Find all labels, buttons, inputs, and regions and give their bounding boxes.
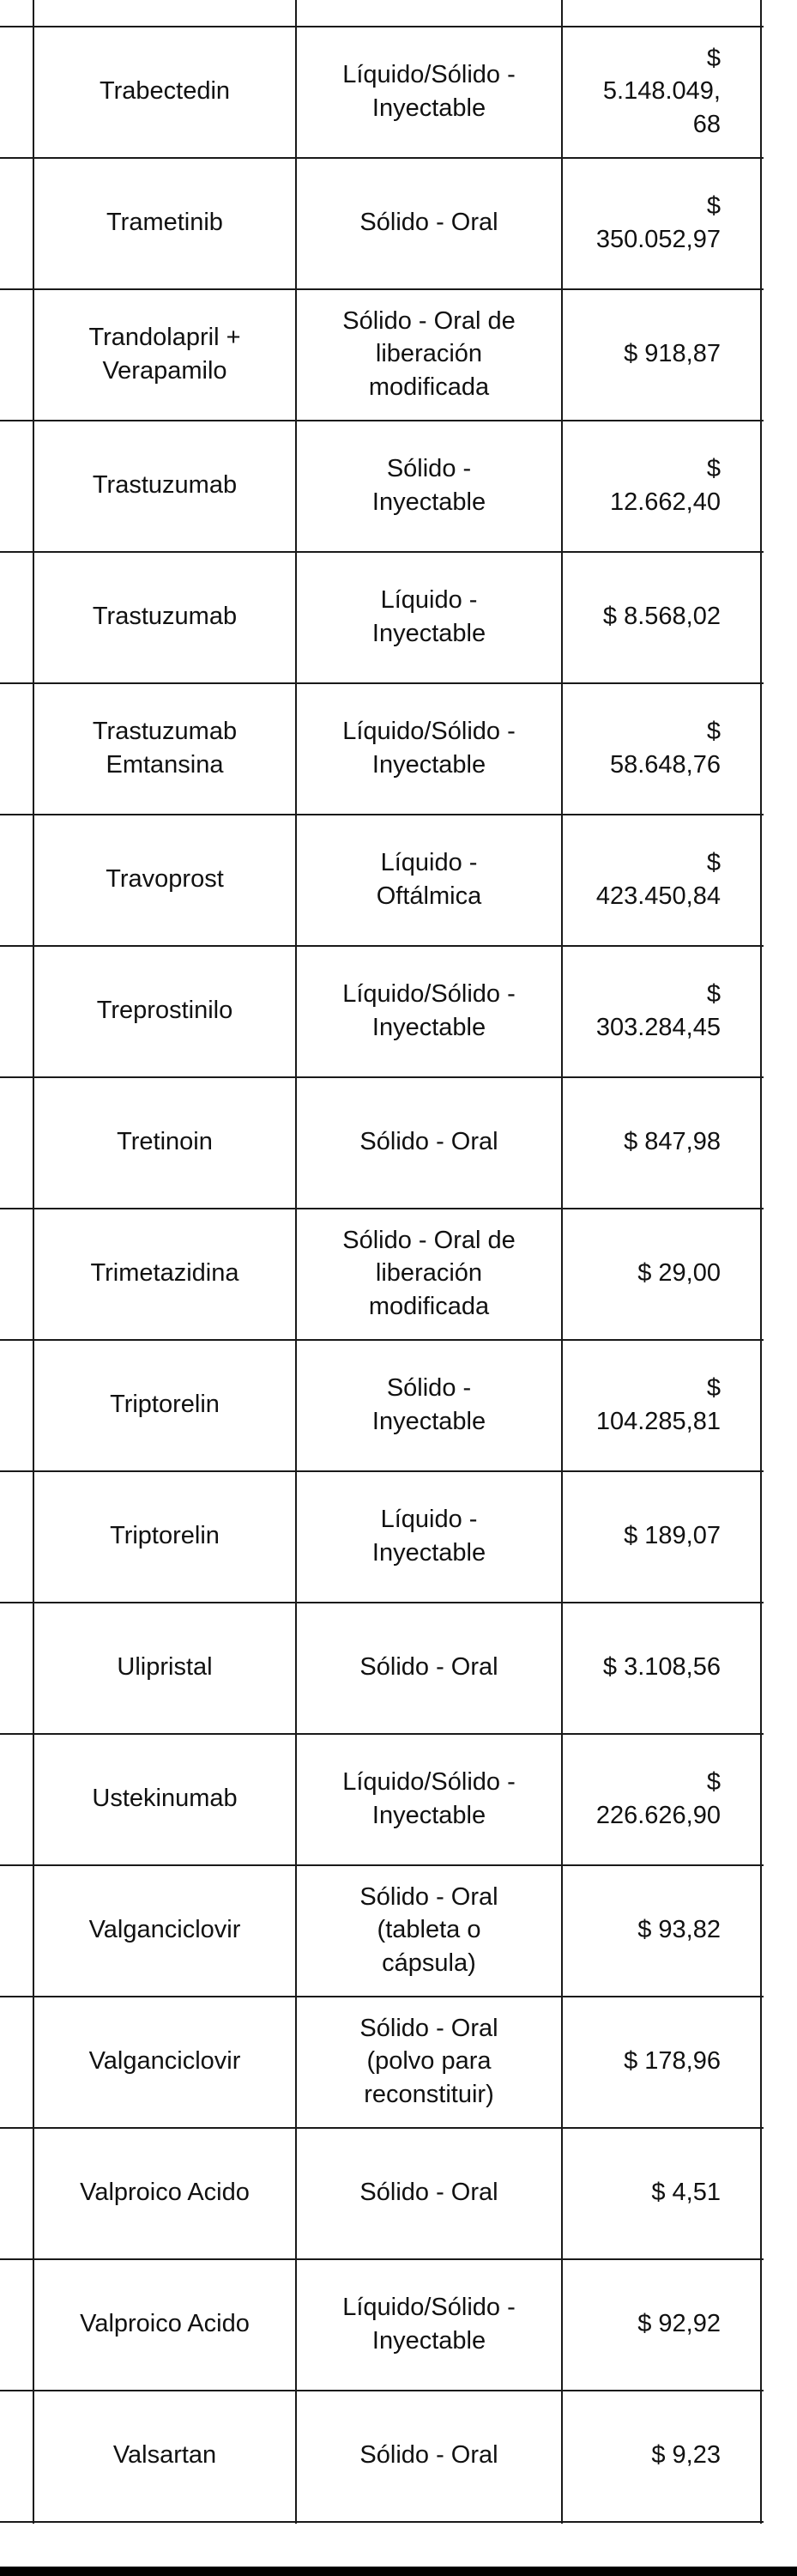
table-row [0,1864,797,1996]
dosage-form-cell: Sólido - Oral [359,2441,498,2470]
table-row [0,1339,797,1470]
drug-name-cell: Valsartan [112,2441,217,2470]
table-row [0,682,797,814]
table-row [0,1996,797,2127]
price-cell: $ 29,00 [637,1259,721,1288]
drug-name-cell: Valganciclovir [88,2047,241,2076]
price-cell: $ 104.285,81 [595,1374,721,1435]
drug-name-cell: Trimetazidina [90,1259,239,1288]
drug-name-cell: Valproico Acido [80,2179,250,2207]
table-row [0,1076,797,1208]
table-row [0,420,797,551]
table-row [0,551,797,682]
drug-name-cell: Trandolapril + Verapamilo [88,324,241,385]
dosage-form-cell: Líquido/Sólido - Inyectable [342,718,516,779]
dosage-form-cell: Líquido - Inyectable [371,586,486,647]
price-cell: $ 189,07 [624,1522,721,1550]
table-row [0,1208,797,1339]
price-cell: $ 350.052,97 [595,192,721,253]
price-cell: $ 4,51 [651,2179,721,2207]
price-cell: $ 226.626,90 [595,1768,721,1829]
page-bottom-border [0,2567,797,2576]
dosage-form-cell: Sólido - Inyectable [371,455,486,516]
dosage-form-cell: Sólido - Oral de liberación modificada [342,307,516,401]
table-row [0,1733,797,1864]
dosage-form-cell: Líquido/Sólido - Inyectable [342,61,516,122]
price-cell: $ 58.648,76 [609,718,721,779]
drug-name-cell: Trastuzumab Emtansina [92,718,238,779]
table-row [0,288,797,420]
dosage-form-cell: Sólido - Inyectable [371,1374,486,1435]
table-row [0,2127,797,2258]
table-row [0,157,797,288]
dosage-form-cell: Sólido - Oral (polvo para reconstituir) [359,2015,498,2108]
drug-name-cell: Ustekinumab [92,1785,238,1813]
drug-name-cell: Trabectedin [99,77,231,106]
table-row [0,26,797,157]
dosage-form-cell: Líquido/Sólido - Inyectable [342,1768,516,1829]
drug-name-cell: Triptorelin [110,1522,220,1550]
dosage-form-cell: Sólido - Oral de liberación modificada [342,1227,516,1320]
price-cell: $ 5.148.049, 68 [602,45,721,138]
price-cell: $ 9,23 [651,2441,721,2470]
table-row [0,2258,797,2390]
dosage-form-cell: Sólido - Oral [359,209,498,237]
dosage-form-cell: Líquido/Sólido - Inyectable [342,980,516,1041]
drug-name-cell: Valproico Acido [80,2310,250,2338]
price-cell: $ 12.662,40 [609,455,721,516]
price-cell: $ 178,96 [624,2047,721,2076]
dosage-form-cell: Líquido - Oftálmica [376,849,482,910]
drug-name-cell: Ulipristal [117,1653,213,1682]
dosage-form-cell: Líquido/Sólido - Inyectable [342,2294,516,2355]
table-row [0,814,797,945]
drug-name-cell: Treprostinilo [96,997,233,1025]
price-cell: $ 8.568,02 [602,603,721,631]
drug-name-cell: Travoprost [106,865,224,894]
price-cell: $ 847,98 [624,1128,721,1156]
table-row [0,1602,797,1733]
drug-name-cell: Trametinib [106,209,223,237]
drug-name-cell: Tretinoin [117,1128,213,1156]
drug-name-cell: Triptorelin [110,1391,220,1419]
table-row [0,945,797,1076]
price-cell: $ 3.108,56 [602,1653,721,1682]
drug-name-cell: Valganciclovir [88,1916,241,1944]
drug-name-cell: Trastuzumab [92,471,238,500]
dosage-form-cell: Sólido - Oral [359,1653,498,1682]
dosage-form-cell: Sólido - Oral (tableta o cápsula) [359,1883,498,1977]
price-cell: $ 92,92 [637,2310,721,2338]
drug-name-cell: Trastuzumab [92,603,238,631]
table-row [0,2390,797,2521]
price-cell: $ 423.450,84 [595,849,721,910]
dosage-form-cell: Sólido - Oral [359,1128,498,1156]
row-divider [0,2521,764,2523]
price-cell: $ 93,82 [637,1916,721,1944]
dosage-form-cell: Líquido - Inyectable [371,1506,486,1567]
price-cell: $ 918,87 [624,340,721,368]
table-row [0,1470,797,1602]
price-cell: $ 303.284,45 [595,980,721,1041]
dosage-form-cell: Sólido - Oral [359,2179,498,2207]
